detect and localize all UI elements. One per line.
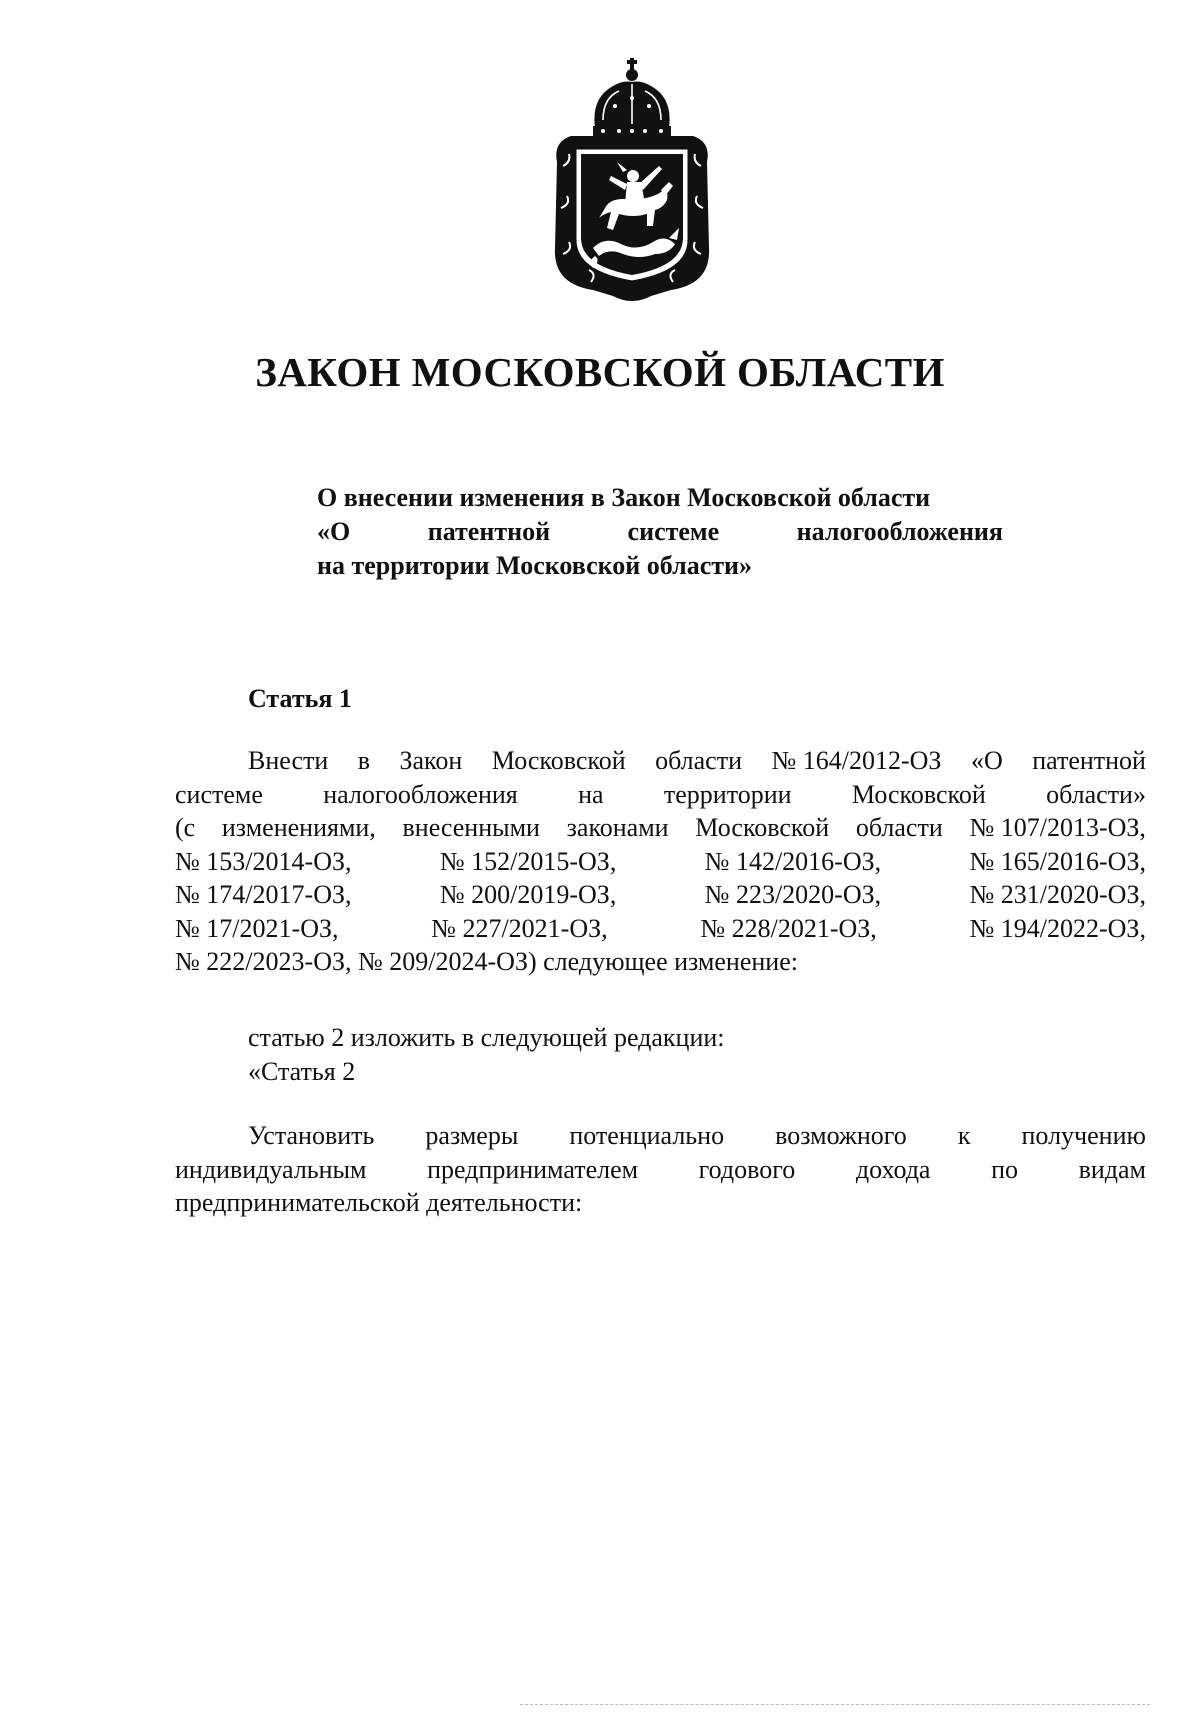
word: по	[991, 1154, 1018, 1184]
law-reference: № 227/2021-ОЗ,	[431, 913, 608, 943]
paragraph-line	[175, 1119, 1146, 1153]
article-1-paragraph	[175, 744, 1146, 979]
word: к	[957, 1121, 971, 1150]
paragraph-line	[175, 878, 1146, 912]
word: годового	[698, 1154, 796, 1184]
scan-artifact-line	[520, 1704, 1150, 1707]
paragraph-line	[175, 811, 1146, 845]
paragraph-line	[175, 744, 1146, 778]
word: изменениями,	[221, 813, 376, 842]
amendment-instruction: статью 2 изложить в следующей редакции:	[248, 1023, 725, 1052]
law-subject-title	[317, 481, 1003, 583]
word: внесенными	[402, 813, 540, 842]
law-reference: № 228/2021-ОЗ,	[700, 913, 877, 943]
word: дохода	[855, 1154, 931, 1184]
law-reference: № 231/2020-ОЗ,	[969, 880, 1146, 909]
word: получению	[1021, 1121, 1146, 1150]
word: № 107/2013-ОЗ,	[969, 813, 1146, 842]
article-1-heading: Статья 1	[248, 684, 352, 713]
word: патентной	[1032, 746, 1146, 775]
law-reference: № 17/2021-ОЗ,	[175, 913, 339, 943]
law-title: ЗАКОН МОСКОВСКОЙ ОБЛАСТИ	[255, 349, 945, 395]
word: на	[578, 779, 604, 809]
coat-of-arms-emblem	[541, 58, 723, 306]
line-text: предпринимательской деятельности:	[175, 1188, 583, 1217]
paragraph-line	[175, 1186, 1146, 1220]
subject-line: на территории Московской области»	[317, 551, 753, 580]
word: потенциально	[569, 1121, 725, 1150]
word: «О	[317, 517, 351, 546]
word: Московской	[491, 746, 626, 775]
paragraph-line	[175, 778, 1146, 812]
word: предпринимателем	[427, 1154, 639, 1184]
word: системе	[175, 779, 263, 809]
law-reference: № 174/2017-ОЗ,	[175, 880, 352, 909]
law-reference: № 194/2022-ОЗ,	[969, 913, 1146, 943]
word: «О	[970, 746, 1003, 775]
word: Внести	[248, 746, 329, 775]
word: № 164/2012-ОЗ	[771, 746, 942, 775]
line-text: № 222/2023-ОЗ, № 209/2024-ОЗ) следующее изменение:	[175, 947, 798, 976]
word: системе	[627, 517, 720, 546]
word: области»	[1046, 779, 1146, 809]
law-reference: № 153/2014-ОЗ,	[175, 846, 352, 876]
subject-line	[317, 515, 1003, 549]
paragraph-line	[175, 945, 1146, 979]
word: налогообложения	[796, 517, 1003, 546]
article-2-paragraph	[175, 1119, 1146, 1220]
word: области	[855, 813, 943, 842]
word: области	[655, 746, 742, 775]
word: Закон	[399, 746, 463, 775]
word: возможного	[775, 1121, 907, 1150]
word: Московской	[695, 813, 830, 842]
law-reference: № 152/2015-ОЗ,	[439, 846, 617, 876]
paragraph-line	[175, 845, 1146, 879]
law-reference: № 223/2020-ОЗ,	[704, 880, 882, 909]
word: в	[357, 746, 371, 775]
word: патентной	[427, 517, 551, 546]
word: индивидуальным	[175, 1154, 367, 1184]
word: Установить	[248, 1121, 375, 1150]
law-reference: № 142/2016-ОЗ,	[704, 846, 882, 876]
paragraph-line	[175, 912, 1146, 946]
law-reference: № 200/2019-ОЗ,	[439, 880, 617, 909]
crown-icon	[593, 58, 671, 136]
word: территории	[663, 779, 792, 809]
subject-line: О внесении изменения в Закон Московской области	[317, 483, 931, 512]
word: налогообложения	[323, 779, 518, 809]
word: законами	[566, 813, 669, 842]
word: видам	[1078, 1154, 1146, 1184]
quoted-article-heading: «Статья 2	[248, 1057, 356, 1086]
word: Московской	[851, 779, 986, 809]
word: (с	[175, 813, 196, 842]
law-reference: № 165/2016-ОЗ,	[969, 846, 1146, 876]
paragraph-line	[175, 1153, 1146, 1187]
word: размеры	[425, 1121, 519, 1150]
